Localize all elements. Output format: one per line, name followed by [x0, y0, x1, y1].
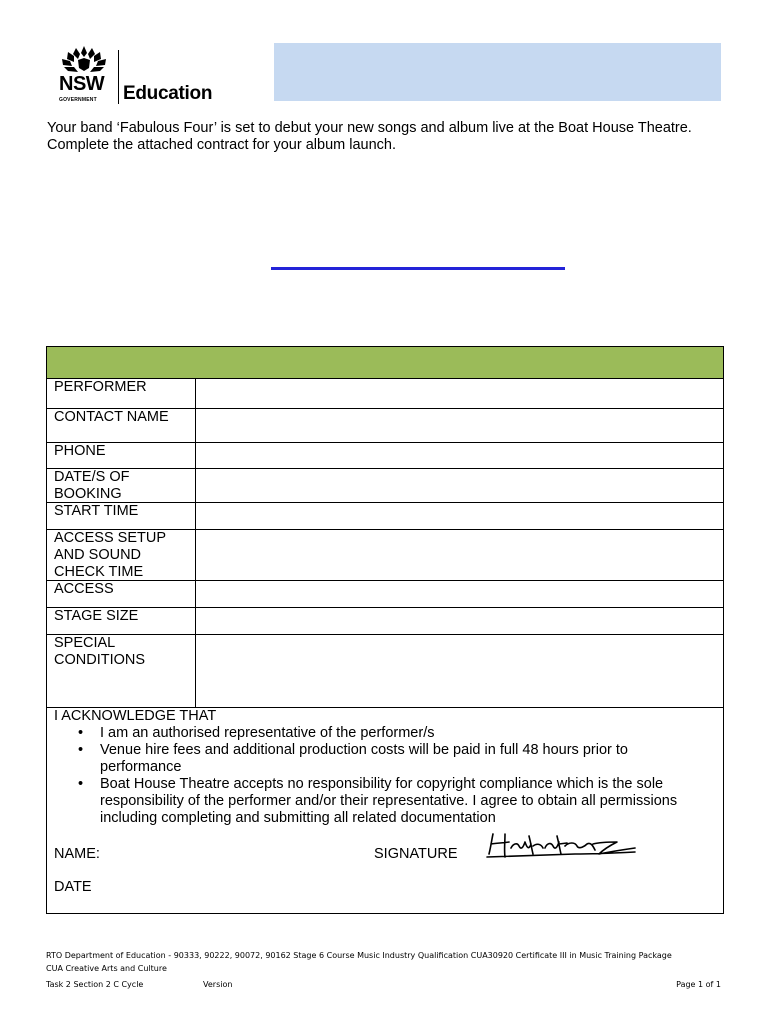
footer-package-line: CUA Creative Arts and Culture	[46, 964, 167, 973]
bullet-icon: •	[78, 776, 84, 792]
government-wordmark: GOVERNMENT	[59, 97, 97, 103]
acknowledgement-section	[47, 708, 723, 913]
row-label: PHONE	[54, 443, 106, 459]
header-box	[274, 43, 721, 101]
row-label: PERFORMER	[54, 379, 147, 395]
footer-version: Version	[203, 980, 233, 989]
bullet-icon: •	[78, 742, 84, 758]
row-label: DATE/S OF BOOKING	[54, 469, 130, 502]
table-row-performer	[47, 379, 723, 409]
booking-dates-field[interactable]	[195, 469, 723, 502]
row-label: ACCESS SETUP AND SOUND CHECK TIME	[54, 530, 166, 580]
stage-size-field[interactable]	[195, 608, 723, 634]
access-field[interactable]	[195, 581, 723, 607]
footer-rto-line: RTO Department of Education - 90333, 90222, 90072, 90162 Stage 6 Course Music Industry Qualification CUA30920 Certificate III in Music Training Package	[46, 951, 672, 960]
table-row-start-time	[47, 503, 723, 530]
start-time-field[interactable]	[195, 503, 723, 529]
acknowledgement-list	[78, 725, 710, 827]
row-label: ACCESS	[54, 581, 114, 597]
special-conditions-field[interactable]	[195, 635, 723, 707]
intro-text: Your band ‘Fabulous Four’ is set to debut your new songs and album live at the Boat House Theatre. Complete the attached contract for your album launch.	[47, 120, 692, 153]
table-row-access	[47, 581, 723, 608]
education-wordmark: Education	[123, 83, 213, 104]
table-header-bar	[47, 347, 723, 379]
contract-table	[46, 346, 724, 914]
footer-task: Task 2 Section 2 C Cycle	[46, 980, 144, 989]
link-underline	[271, 267, 565, 270]
performer-field[interactable]	[195, 379, 723, 408]
list-item	[78, 776, 710, 827]
list-item	[78, 725, 710, 742]
table-row-dates	[47, 469, 723, 503]
nsw-wordmark: NSW	[59, 73, 105, 95]
acknowledgement-title: I ACKNOWLEDGE THAT	[54, 708, 217, 724]
bullet-icon: •	[78, 725, 84, 741]
row-label: STAGE SIZE	[54, 608, 139, 624]
handwritten-signature	[485, 830, 641, 860]
contact-name-field[interactable]	[195, 409, 723, 442]
access-setup-field[interactable]	[195, 530, 723, 580]
nsw-education-logo	[56, 44, 226, 106]
table-row-special-conditions	[47, 635, 723, 708]
logo-divider	[118, 50, 119, 104]
waratah-icon	[56, 44, 112, 76]
signature-label: SIGNATURE	[374, 846, 458, 862]
date-label: DATE	[54, 879, 92, 895]
table-row-contact-name	[47, 409, 723, 443]
row-label: START TIME	[54, 503, 139, 519]
list-item-text: Boat House Theatre accepts no responsibility for copyright compliance which is the sole responsibility of the performer and/or their representative. I agree to obtain all permissions including completing and submitting all related documentation	[100, 776, 678, 826]
table-row-access-setup	[47, 530, 723, 581]
table-row-phone	[47, 443, 723, 469]
row-label: CONTACT NAME	[54, 409, 169, 425]
list-item-text: I am an authorised representative of the performer/s	[100, 725, 435, 741]
row-label: SPECIAL CONDITIONS	[54, 635, 146, 668]
table-row-stage-size	[47, 608, 723, 635]
list-item-text: Venue hire fees and additional production costs will be paid in full 48 hours prior to performance	[100, 742, 628, 775]
list-item	[78, 742, 710, 776]
footer-page-number: Page 1 of 1	[676, 980, 721, 989]
name-label: NAME:	[54, 846, 100, 862]
phone-field[interactable]	[195, 443, 723, 468]
